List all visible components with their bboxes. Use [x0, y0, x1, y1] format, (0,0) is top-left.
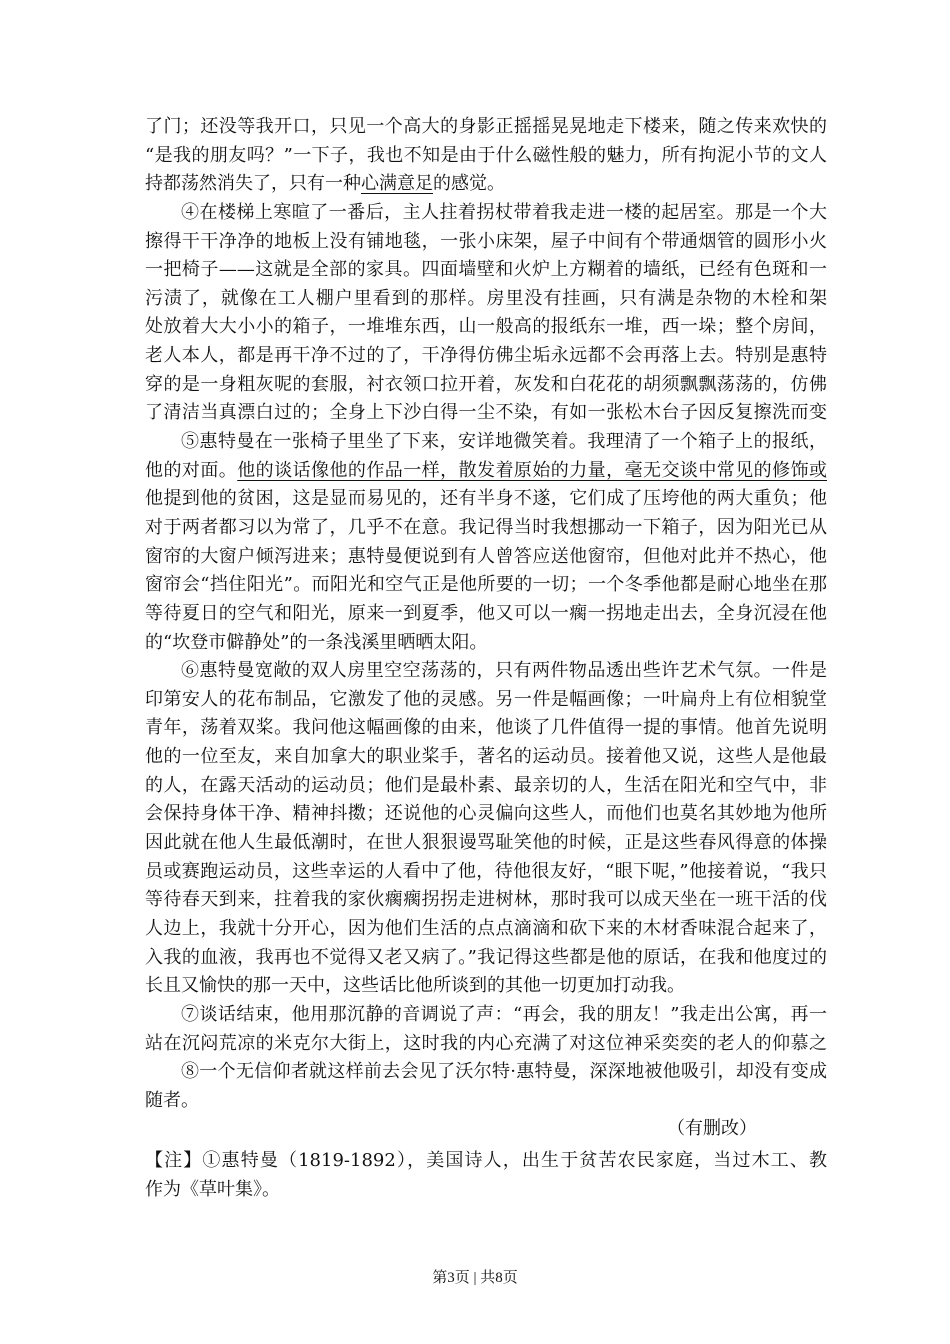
- text-line: [145, 829, 827, 858]
- underlined-phrase: 他的谈话像他的作品一样，散发着原始的力量，毫无交谈中常见的修饰或: [237, 459, 827, 481]
- text-line: [145, 342, 827, 371]
- text-segment: 了清洁当真漂白过的；全身上下沙白得一尘不染，有如一张松木台子因反复擦洗而变: [145, 402, 827, 424]
- text-segment: 污渍了，就像在工人棚户里看到的那样。房里没有挂画，只有满是杂物的木栓和架: [145, 287, 827, 309]
- text-segment: “是我的朋友吗？”一下子，我也不知是由于什么磁性般的魅力，所有拘泥小节的文人: [145, 144, 827, 166]
- article-body: [145, 113, 827, 1204]
- text-line: [145, 1030, 827, 1059]
- footnote-line: [145, 1147, 827, 1176]
- text-segment: 的“坎登市僻静处”的一条浅溪里晒晒太阳。: [145, 631, 488, 653]
- text-line: [145, 142, 827, 171]
- text-line: [145, 743, 827, 772]
- text-line: [145, 113, 827, 142]
- text-segment: 的感觉。: [433, 173, 505, 195]
- text-segment: ⑥惠特曼宽敞的双人房里空空荡荡的，只有两件物品透出些许艺术气氛。一件是: [181, 660, 827, 682]
- text-line: [145, 1176, 827, 1205]
- text-line: [145, 313, 827, 342]
- text-line: [145, 972, 827, 1001]
- text-line: [145, 800, 827, 829]
- text-segment: 窗帘的大窗户倾泻进来；惠特曼便说到有人曾答应送他窗帘，但他对此并不热心，他: [145, 545, 827, 567]
- text-line: [145, 514, 827, 543]
- text-line: [145, 686, 827, 715]
- text-segment: 他的一位至友，来自加拿大的职业桨手，著名的运动员。接着他又说，这些人是他最: [145, 746, 827, 768]
- text-segment: ⑤惠特曼在一张椅子里坐了下来，安详地微笑着。我理清了一个箱子上的报纸，: [181, 431, 827, 453]
- text-segment: 【注】①惠特曼（1819-1892），美国诗人，出生于贫苦农民家庭，当过木工、教: [145, 1150, 827, 1172]
- text-line: [145, 485, 827, 514]
- underlined-phrase: 心满意足: [361, 173, 433, 195]
- text-line: [145, 886, 827, 915]
- text-segment: 青年，荡着双桨。我问他这幅画像的由来，他谈了几件值得一提的事情。他首先说明: [145, 717, 827, 739]
- text-segment: ④在楼梯上寒暄了一番后，主人拄着拐杖带着我走进一楼的起居室。那是一个大: [181, 201, 827, 223]
- text-segment: 对于两者都习以为常了，几乎不在意。我记得当时我想挪动一下箱子，因为阳光已从: [145, 516, 827, 538]
- text-line: [145, 858, 827, 887]
- text-segment: ⑦谈话结束，他用那沉静的音调说了声：“再会，我的朋友！”我走出公寓，再一: [181, 1003, 827, 1025]
- text-line: [145, 428, 827, 457]
- text-segment: 作为《草叶集》。: [145, 1178, 280, 1200]
- text-line: [145, 915, 827, 944]
- text-line: [145, 457, 827, 486]
- text-segment: 印第安人的花布制品，它激发了他的灵感。另一件是幅画像；一叶扁舟上有位相貌堂: [145, 688, 827, 710]
- text-segment: 老人本人，都是再干净不过的了，干净得仿佛尘垢永远都不会再落上去。特别是惠特: [145, 345, 827, 367]
- text-segment: ⑧一个无信仰者就这样前去会见了沃尔特·惠特曼，深深地被他吸引，却没有变成: [181, 1061, 827, 1083]
- text-segment: 等待春天到来，拄着我的家伙瘸瘸拐拐走进树林，那时我可以成天坐在一班干活的伐: [145, 889, 827, 911]
- text-segment: 入我的血液，我再也不觉得又老又病了。”我记得这些都是他的原话，在我和他度过的: [145, 946, 827, 968]
- text-segment: 的人，在露天活动的运动员；他们是最朴素、最亲切的人，生活在阳光和空气中，非: [145, 774, 827, 796]
- text-line: [145, 228, 827, 257]
- text-segment: 人边上，我就十分开心，因为他们生活的点点滴滴和砍下来的木材香味混合起来了，: [145, 917, 827, 939]
- text-line: [145, 199, 827, 228]
- text-segment: 等待夏日的空气和阳光，原来一到夏季，他又可以一瘸一拐地走出去，全身沉浸在他: [145, 602, 827, 624]
- text-segment: 窗帘会“挡住阳光”。而阳光和空气正是他所要的一切；一个冬季他都是耐心地坐在那: [145, 574, 827, 596]
- text-line: [145, 399, 827, 428]
- source-note: [145, 1115, 827, 1144]
- text-segment: 会保持身体干净、精神抖擞；还说他的心灵偏向这些人，而他们也莫名其妙地为他所: [145, 803, 827, 825]
- text-line: [145, 629, 827, 658]
- text-segment: 他的对面。: [145, 459, 238, 481]
- text-line: [145, 371, 827, 400]
- text-segment: 随者。: [145, 1089, 199, 1111]
- text-line: [145, 772, 827, 801]
- text-segment: 持都荡然消失了，只有一种: [145, 173, 361, 195]
- text-line: [145, 1058, 827, 1087]
- text-segment: 一把椅子——这就是全部的家具。四面墙壁和火炉上方糊着的墙纸，已经有色斑和一: [145, 259, 827, 281]
- text-segment: 员或赛跑运动员，这些幸运的人看中了他，待他很友好，“眼下呢，”他接着说，“我只: [145, 860, 827, 882]
- text-segment: 站在沉闷荒凉的米克尔大街上，这时我的内心充满了对这位神采奕奕的老人的仰慕之: [145, 1032, 827, 1054]
- text-segment: 处放着大大小小的箱子，一堆堆东西，山一般高的报纸东一堆，西一垛；整个房间，: [145, 316, 827, 338]
- text-line: [145, 944, 827, 973]
- text-segment: 长且又愉快的那一天中，这些话比他所谈到的其他一切更加打动我。: [145, 975, 685, 997]
- text-line: [145, 600, 827, 629]
- text-line: [145, 256, 827, 285]
- text-segment: 了门；还没等我开口，只见一个高大的身影正摇摇晃晃地走下楼来，随之传来欢快的: [145, 116, 827, 137]
- text-line: [145, 1087, 827, 1116]
- text-segment: 因此就在他人生最低潮时，在世人狠狠谩骂耻笑他的时候，正是这些春风得意的体操: [145, 832, 827, 854]
- text-segment: 穿的是一身粗灰呢的套服，衬衣领口拉开着，灰发和白花花的胡须飘飘荡荡的，仿佛: [145, 373, 827, 395]
- page-number: 第3页 | 共8页: [432, 1270, 518, 1286]
- text-line: [145, 285, 827, 314]
- text-line: [145, 543, 827, 572]
- text-line: [145, 657, 827, 686]
- text-segment: 他提到他的贫困，这是显而易见的，还有半身不遂，它们成了压垮他的两大重负；他: [145, 488, 827, 510]
- text-segment: 擦得干干净净的地板上没有铺地毯，一张小床架，屋子中间有个带通烟管的圆形小火: [145, 230, 827, 252]
- text-line: [145, 170, 827, 199]
- text-segment: （有删改）: [667, 1118, 757, 1140]
- text-line: [145, 571, 827, 600]
- text-line: [145, 1001, 827, 1030]
- text-line: [145, 714, 827, 743]
